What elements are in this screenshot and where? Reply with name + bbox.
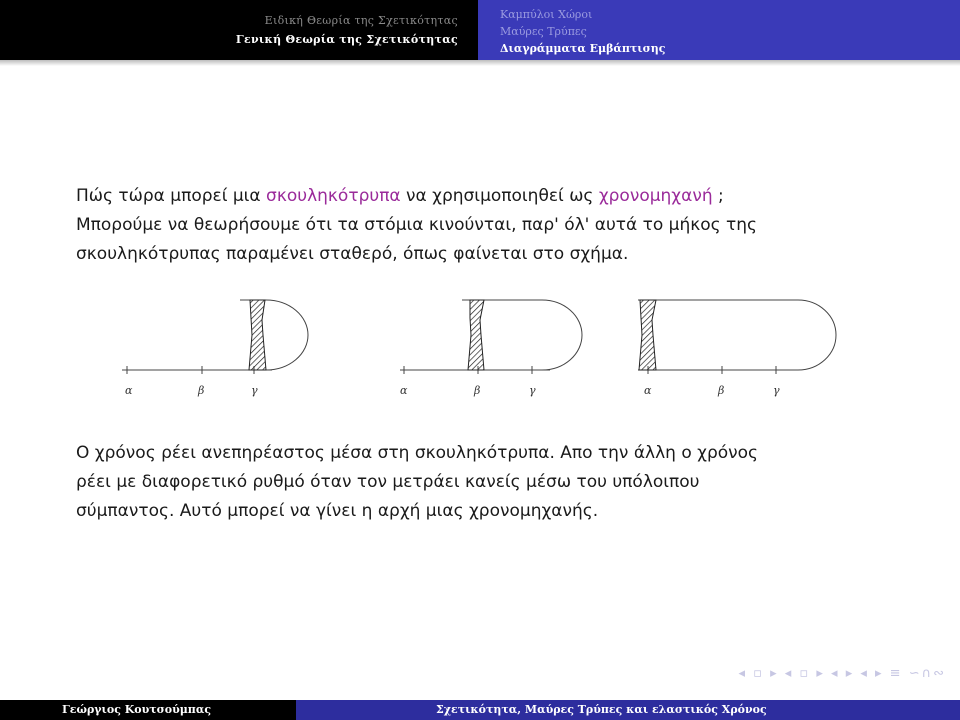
panel-3-label-alpha: α [644,384,652,397]
footer-author-box [0,700,296,720]
intro-paragraph [76,182,896,269]
figure-panel-3 [638,300,836,397]
footer-title-box [296,700,960,720]
panel-2-label-alpha: α [400,384,408,397]
intro-text-c: ; [712,186,724,206]
outro-line-1: Ο χρόνος ρέει ανεπηρέαστος μέσα στη σκουληκότρυπα. Απο την άλλη ο χρόνος [76,443,759,463]
intro-line-2: Μπορούμε να θεωρήσουμε ότι τα στόμια κινούνται, παρ' όλ' αυτά το μήκος της [76,215,758,235]
panel-3-label-gamma: γ [773,384,780,397]
outro-paragraph [76,439,896,526]
slide-footer [0,700,960,720]
subsection-nav [478,0,960,60]
intro-line-1 [76,182,896,211]
subsection-link-black-holes[interactable]: Μαύρες Τρύπες [500,25,587,38]
slide-header [0,0,960,60]
outro-line-2: ρέει με διαφορετικό ρυθμό όταν τον μετράει κανείς μέσω του υπόλοιπου [76,472,700,492]
panel-1-label-alpha: α [125,384,133,397]
intro-line-3: σκουληκότρυπας παραμένει σταθερό, όπως φαίνεται στο σχήμα. [76,244,629,264]
section-link-special-relativity[interactable]: Ειδική Θεωρία της Σχετικότητας [264,14,458,27]
panel-2-label-beta: β [474,384,481,397]
panel-2-label-gamma: γ [529,384,536,397]
section-link-general-relativity[interactable]: Γενική Θεωρία της Σχετικότητας [235,33,458,46]
highlight-time-machine: χρονομηχανή [598,186,713,206]
footer-title: Σχετικότητα, Μαύρες Τρύπες και ελαστικός Χρόνος [436,703,767,716]
figure-panel-1 [122,300,308,397]
intro-text-b: να χρησιμοποιηθεί ως [400,186,599,206]
figure-panel-2 [400,300,582,397]
header-shadow [0,60,960,66]
subsection-link-embedding-diagrams[interactable]: Διαγράμματα Εμβάπτισης [500,42,666,55]
panel-3-label-beta: β [718,384,725,397]
panel-1-label-beta: β [198,384,205,397]
beamer-navigation-symbols[interactable]: ◂ ▫ ▸ ◂ ▫ ▸ ◂ ▸ ◂ ▸ ≡ ∽∩∾ [738,666,946,681]
panel-1-label-gamma: γ [251,384,258,397]
outro-line-3: σύμπαντος. Αυτό μπορεί να γίνει η αρχή μιας χρονομηχανής. [76,501,599,521]
section-nav [0,0,478,60]
wormhole-figure [110,290,870,410]
intro-text-a: Πώς τώρα μπορεί μια [76,186,267,206]
footer-author: Γεώργιος Κουτσούμπας [62,703,212,716]
highlight-wormhole: σκουληκότρυπα [266,186,401,206]
subsection-link-curved-spaces[interactable]: Καμπύλοι Χώροι [500,8,593,21]
